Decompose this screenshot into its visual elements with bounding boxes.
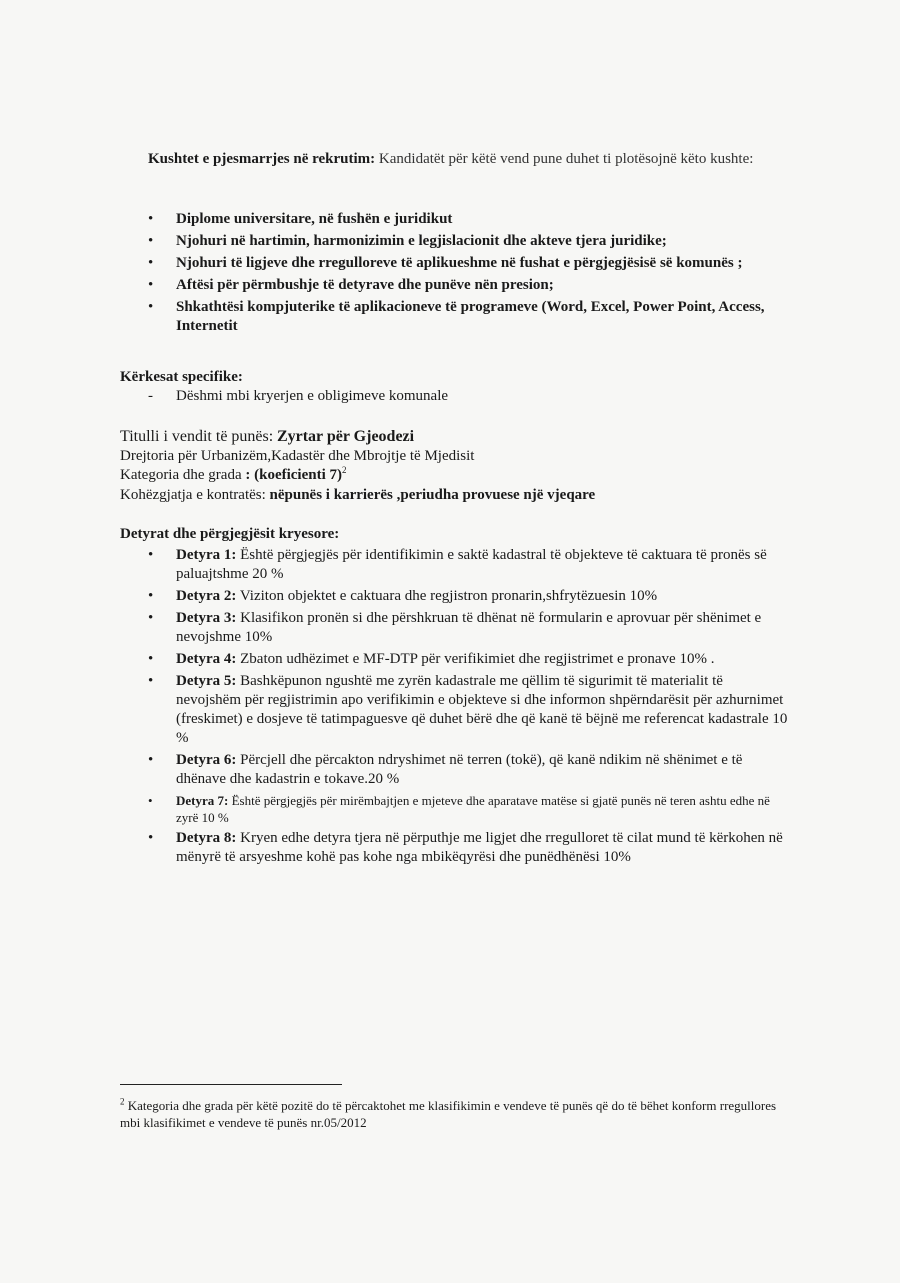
duration-line <box>120 486 800 505</box>
duty-item <box>148 609 788 647</box>
duty-text: Është përgjegjës për mirëmbajtjen e mjeteve dhe aparatave matëse si gjatë punës në teren ashtu edhe në zyrë 10 % <box>176 793 770 825</box>
duty-item <box>148 792 788 826</box>
department-line: Drejtoria për Urbanizëm,Kadastër dhe Mbrojtje të Mjedisit <box>120 448 475 464</box>
duration-value: nëpunës i karrierës ,periudha provuese një vjeqare <box>269 487 596 503</box>
duty-label: Detyra 3: <box>176 610 237 626</box>
duty-text: Zbaton udhëzimet e MF-DTP për verifikimiet dhe regjistrimet e pronave 10% . <box>240 651 715 667</box>
duty-item <box>148 672 788 748</box>
duty-label: Detyra 4: <box>176 651 237 667</box>
category-value: : (koeficienti 7) <box>245 467 342 483</box>
footnote-divider <box>120 1084 342 1085</box>
position-title-line <box>120 427 800 447</box>
conditions-list <box>148 210 788 339</box>
condition-item: • Shkathtësi kompjuterike të aplikacioneve të programeve (Word, Excel, Power Point, Access, Internetit <box>148 298 788 336</box>
conditions-heading: Kushtet e pjesmarrjes në rekrutim: <box>148 151 376 167</box>
duty-item <box>148 751 788 789</box>
condition-item: • Njohuri në hartimin, harmonizimin e legjislacionit dhe akteve tjera juridike; <box>148 232 788 251</box>
conditions-intro: Kandidatët për këtë vend pune duhet ti plotësojnë këto kushte: <box>378 151 754 167</box>
duty-item <box>148 546 788 584</box>
duty-label: Detyra 2: <box>176 588 237 604</box>
requirement-dash: - <box>148 388 153 404</box>
duty-label: Detyra 7: <box>176 793 229 808</box>
conditions-paragraph <box>148 150 788 169</box>
position-title-label: Titulli i vendit të punës: <box>120 428 274 445</box>
category-label: Kategoria dhe grada <box>120 467 242 483</box>
requirement-item <box>148 387 448 406</box>
duty-text: Kryen edhe detyra tjera në përputhje me ligjet dhe rregulloret të cilat mund të kërkohen në mënyrë të arsyeshme kohë pas kohe nga mbikëqyrësi dhe punëdhënësi 10% <box>176 830 783 865</box>
duration-label: Kohëzgjatja e kontratës: <box>120 487 266 503</box>
category-footnote-ref: 2 <box>342 465 347 475</box>
condition-item: • Aftësi për përmbushje të detyrave dhe punëve nën presion; <box>148 276 788 295</box>
category-line <box>120 466 800 485</box>
requirement-text: Dëshmi mbi kryerjen e obligimeve komunale <box>176 388 449 404</box>
footnote-text: Kategoria dhe grada për këtë pozitë do të përcaktohet me klasifikimin e vendeve të punës që do të bëhet konform rregullores mbi klasifikimet e vendeve të punës nr.05/2012 <box>120 1098 777 1130</box>
duty-label: Detyra 8: <box>176 830 237 846</box>
duty-item <box>148 650 788 669</box>
duty-text: Bashkëpunon ngushtë me zyrën kadastrale me qëllim të sigurimit të materialit të nevojshëm për regjistrimin apo verifikimin e objekteve si dhe informon shpërndarësit për azhurnimet (freskimet) e dosjeve të tatimpaguesve që duhet bërë dhe që kanë të bëjnë me referencat kadastrale 10 % <box>176 673 788 746</box>
condition-item: • Diplome universitare, në fushën e juridikut <box>148 210 788 229</box>
duty-label: Detyra 1: <box>176 547 237 563</box>
duty-label: Detyra 5: <box>176 673 237 689</box>
duty-text: Klasifikon pronën si dhe përshkruan të dhënat në formularin e aprovuar për shënimet e nevojshme 10% <box>176 610 762 645</box>
requirements-heading: Kërkesat specifike: <box>120 369 243 385</box>
duty-item <box>148 829 788 867</box>
footnote <box>120 1097 780 1131</box>
duty-label: Detyra 6: <box>176 752 237 768</box>
duties-list <box>148 546 788 870</box>
duty-text: Përcjell dhe përcakton ndryshimet në terren (tokë), që kanë ndikim në shënimet e të dhënave dhe kadastrin e tokave.20 % <box>176 752 743 787</box>
duty-text: Është përgjegjës për identifikimin e saktë kadastral të objekteve të caktuara të pronës së paluajtshme 20 % <box>176 547 767 582</box>
duties-heading: Detyrat dhe përgjegjësit kryesore: <box>120 526 340 542</box>
duty-text: Viziton objektet e caktuara dhe regjistron pronarin,shfrytëzuesin 10% <box>239 588 658 604</box>
condition-item: • Njohuri të ligjeve dhe rregulloreve të aplikueshme në fushat e përgjegjësisë së komunës ; <box>148 254 788 273</box>
position-title-value: Zyrtar për Gjeodezi <box>276 428 415 445</box>
footnote-marker: 2 <box>120 1096 125 1107</box>
duty-item <box>148 587 788 606</box>
